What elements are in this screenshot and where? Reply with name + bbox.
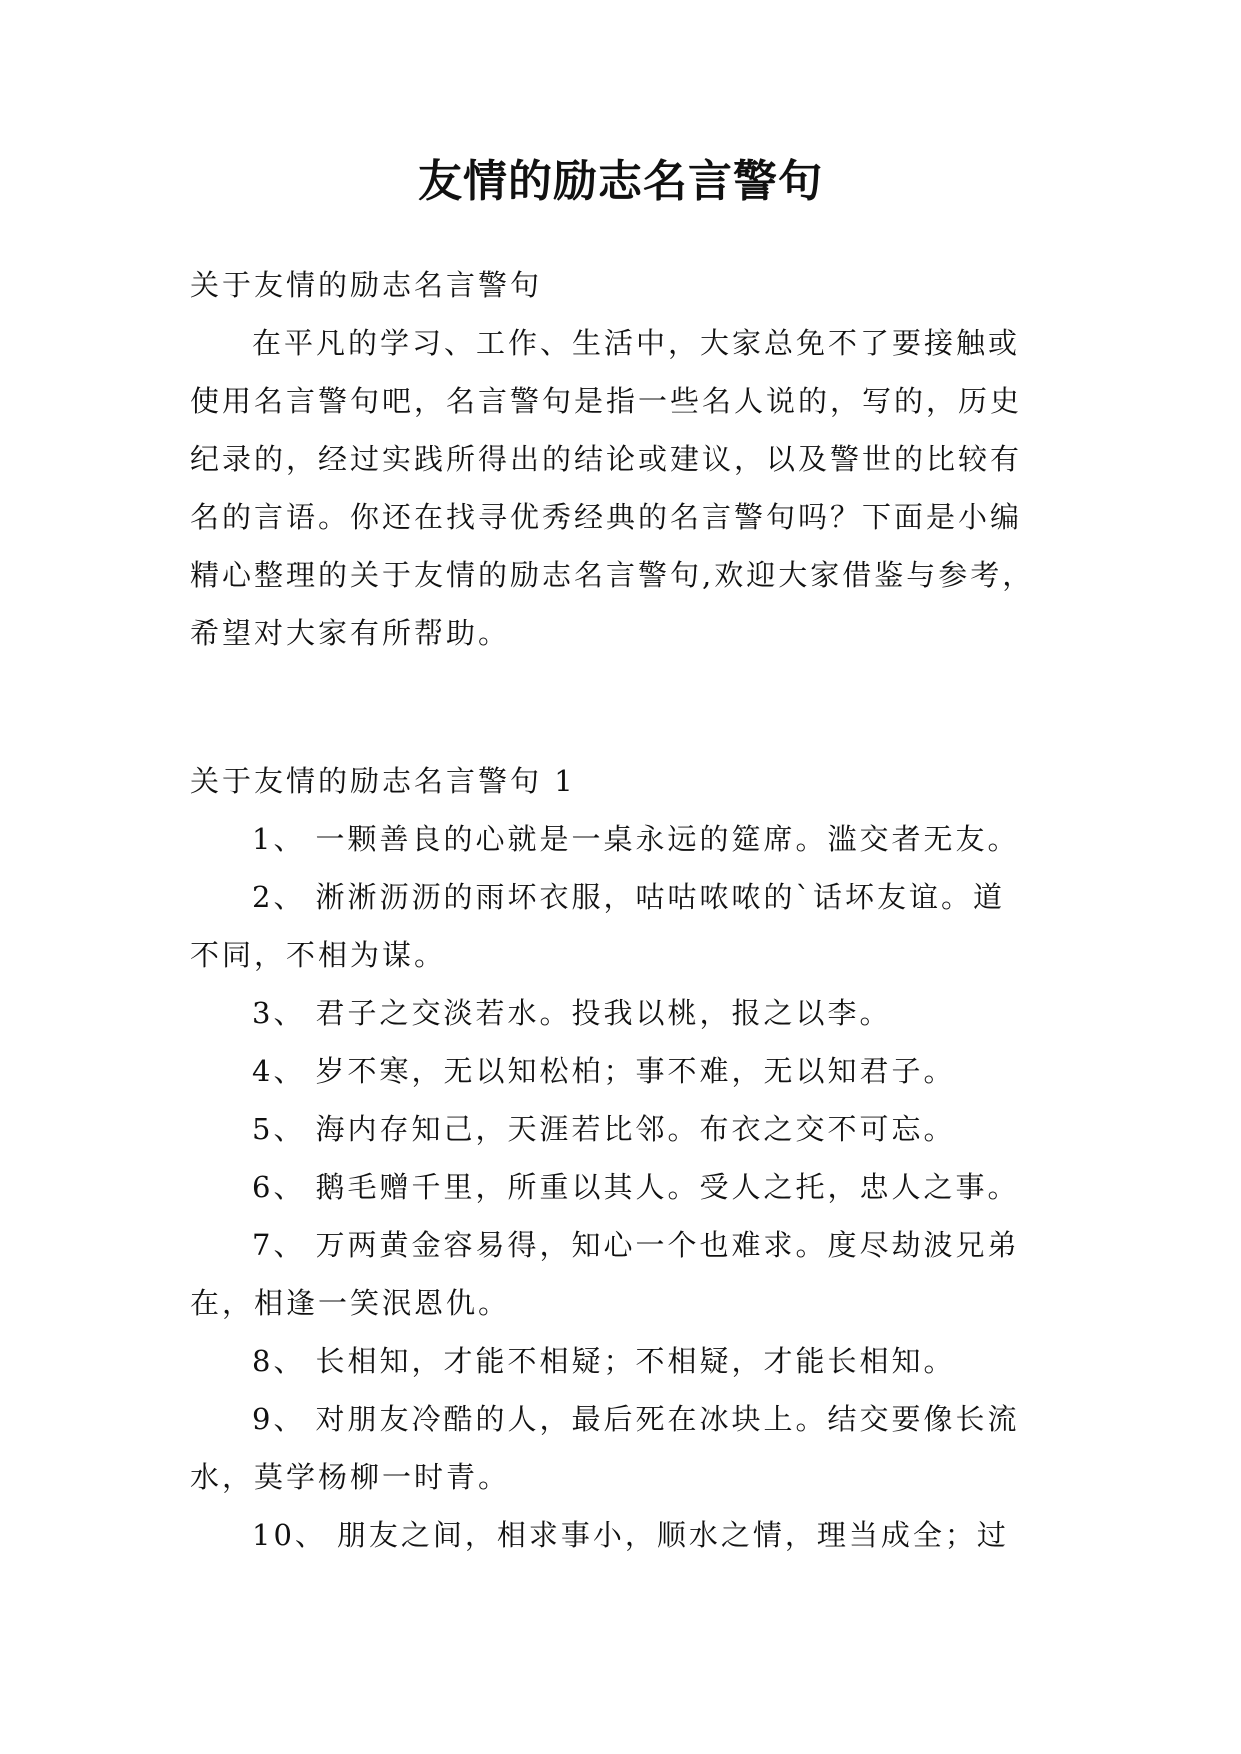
section-heading: 关于友情的励志名言警句 1: [190, 764, 576, 798]
document-title: 友情的励志名言警句: [418, 156, 823, 207]
quote-item: [190, 1042, 1050, 1100]
quote-text: 朋友之间，相求事小，顺水之情，理当成全；过: [336, 1518, 1009, 1552]
quote-item: [190, 1158, 1050, 1216]
quote-text: 万两黄金容易得，知心一个也难求。度尽劫波兄弟: [315, 1228, 1020, 1262]
quote-item: [190, 810, 1050, 868]
quote-item: [190, 1506, 1050, 1564]
quote-text: 淅淅沥沥的雨坏衣服，咕咕哝哝的`话坏友谊。道: [315, 880, 1005, 914]
intro-line: 名的言语。你还在找寻优秀经典的名言警句吗？下面是小编: [190, 500, 1023, 534]
quote-number: 8、: [252, 1344, 306, 1378]
quote-number: 9、: [252, 1402, 306, 1436]
intro-line: 使用名言警句吧，名言警句是指一些名人说的，写的，历史: [190, 384, 1023, 418]
intro-line: 在平凡的学习、工作、生活中，大家总免不了要接触或: [252, 326, 1021, 360]
quote-text: 鹅毛赠千里，所重以其人。受人之托，忠人之事。: [315, 1170, 1020, 1204]
quote-number: 7、: [252, 1228, 306, 1262]
quote-text: 海内存知己，天涯若比邻。布衣之交不可忘。: [315, 1112, 956, 1146]
quote-item: [190, 1390, 1050, 1448]
quote-text: 对朋友冷酷的人，最后死在冰块上。结交要像长流: [315, 1402, 1020, 1436]
quote-number: 6、: [252, 1170, 306, 1204]
quote-item: [190, 1216, 1050, 1274]
quote-number: 4、: [252, 1054, 306, 1088]
quote-continuation: 在，相逢一笑泯恩仇。: [190, 1286, 511, 1320]
quotes-section: [190, 752, 1050, 1564]
intro-block: [190, 256, 1050, 662]
quote-item: [190, 1100, 1050, 1158]
subtitle: 关于友情的励志名言警句: [190, 268, 543, 302]
quote-number: 2、: [252, 880, 306, 914]
quote-number: 3、: [252, 996, 306, 1030]
quote-text: 岁不寒，无以知松柏；事不难，无以知君子。: [315, 1054, 956, 1088]
quote-item: [190, 868, 1050, 926]
intro-line: 纪录的，经过实践所得出的结论或建议，以及警世的比较有: [190, 442, 1023, 476]
quote-continuation: 不同，不相为谋。: [190, 938, 447, 972]
quote-number: 1、: [252, 822, 306, 856]
quote-text: 长相知，才能不相疑；不相疑，才能长相知。: [315, 1344, 956, 1378]
quote-number: 10、: [252, 1518, 327, 1552]
quote-continuation: 水，莫学杨柳一时青。: [190, 1460, 511, 1494]
quote-text: 君子之交淡若水。投我以桃，报之以李。: [315, 996, 892, 1030]
quote-number: 5、: [252, 1112, 306, 1146]
quote-text: 一颗善良的心就是一桌永远的筵席。滥交者无友。: [315, 822, 1020, 856]
quote-item: [190, 1332, 1050, 1390]
intro-line: 希望对大家有所帮助。: [190, 616, 511, 650]
quote-item: [190, 984, 1050, 1042]
intro-line: 精心整理的关于友情的励志名言警句,欢迎大家借鉴与参考，: [190, 558, 1035, 592]
